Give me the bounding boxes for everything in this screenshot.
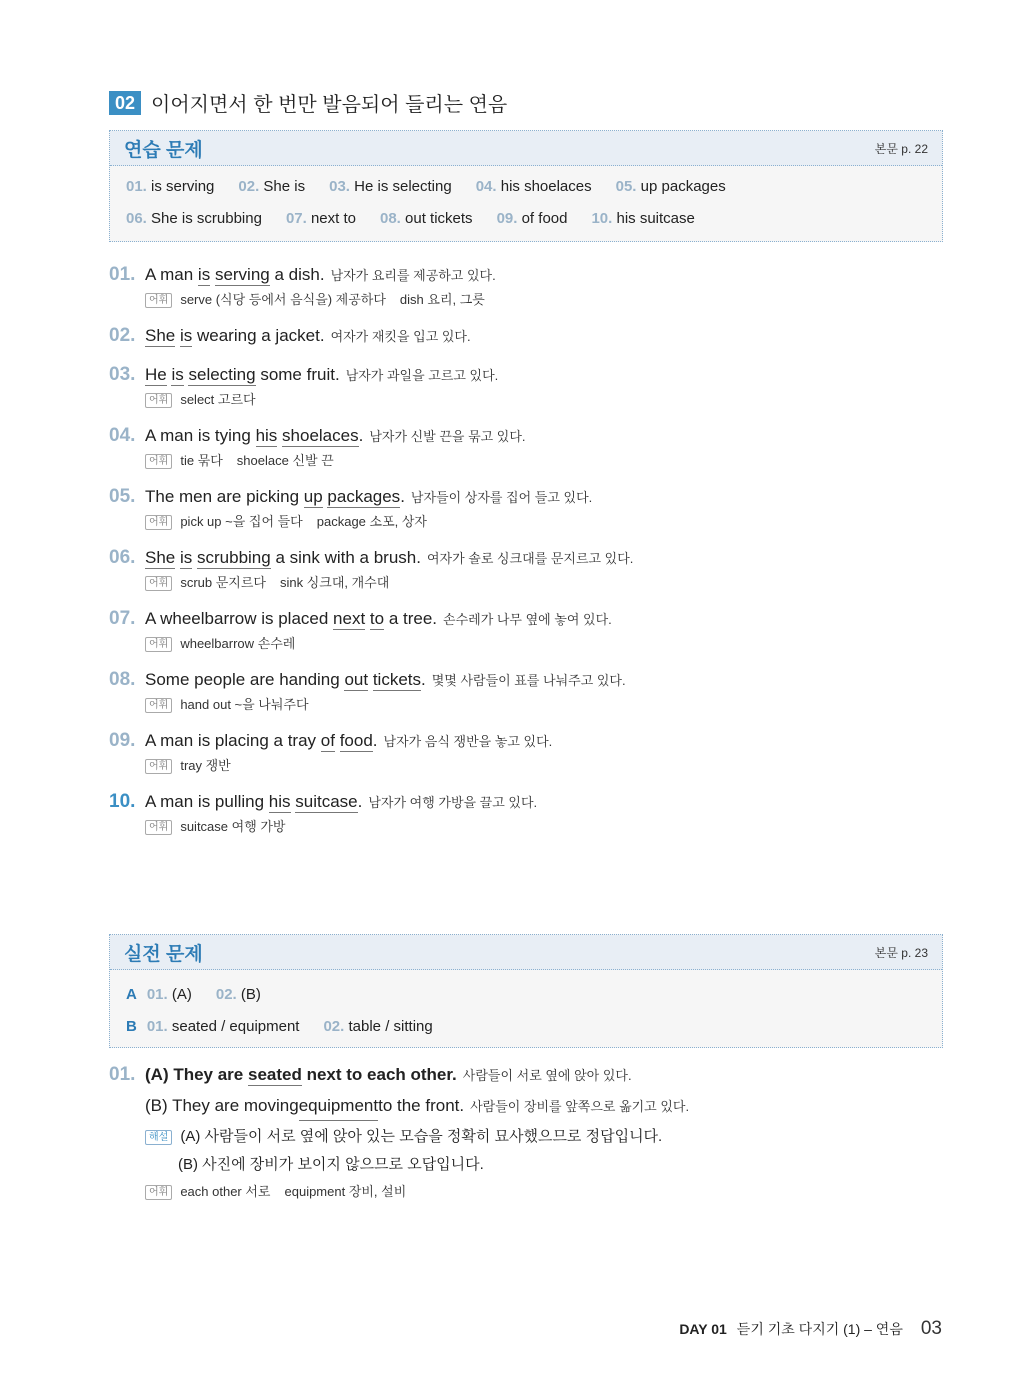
solution-block: [109, 1062, 943, 1203]
english-sentence: [145, 323, 325, 349]
korean-translation: 남자가 음식 쟁반을 놓고 있다.: [383, 734, 553, 749]
vocab-line: [145, 816, 943, 838]
answer-number: 04.: [475, 177, 497, 195]
sentence-line: [109, 606, 943, 633]
korean-translation: 남자가 신발 끈을 묶고 있다.: [369, 429, 526, 444]
underlined-word: next: [333, 609, 366, 628]
answer-entry: [216, 986, 261, 1003]
sentence-text: .: [400, 487, 405, 506]
sentence-text: a dish.: [269, 265, 325, 284]
vocab-entry: package 소포, 상자: [316, 514, 427, 529]
item-number: 10.: [109, 791, 136, 812]
sentence-text: .: [421, 670, 426, 689]
vocab-entry: serve (식당 등에서 음식을) 제공하다: [180, 292, 386, 307]
underlined-word: is: [197, 265, 211, 284]
underlined-word: is: [171, 365, 184, 384]
vocab-entry: tray 쟁반: [180, 758, 231, 773]
underlined-word: to: [369, 609, 385, 628]
practice-item: [109, 667, 943, 716]
english-sentence: [145, 362, 340, 388]
sentence-text: .: [372, 731, 378, 750]
answer-text: of food: [521, 209, 568, 227]
footer-title: 듣기 기초 다지기 (1) – 연음: [736, 1321, 903, 1337]
solution-vocab: [145, 1181, 943, 1203]
underlined-word: She: [145, 326, 176, 345]
item-number: 04.: [109, 425, 136, 446]
answer-text: out tickets: [405, 209, 473, 227]
vocab-tag: 어휘: [145, 637, 172, 652]
practice-page-ref: 본문 p. 22: [874, 141, 928, 156]
practice-item: [109, 262, 943, 311]
english-sentence: [145, 728, 378, 754]
answer-number: 10.: [591, 209, 613, 227]
sentence-line: [109, 362, 943, 389]
vocab-entry: equipment 장비, 설비: [284, 1184, 407, 1199]
choice-b-text-end: to the front.: [378, 1096, 465, 1115]
sentence-text: A man: [145, 265, 198, 284]
solution-choice-a: [109, 1062, 943, 1089]
underlined-word: She: [145, 548, 176, 567]
answer-entry: [329, 178, 452, 195]
practice-item: [109, 423, 943, 472]
item-number: 06.: [109, 547, 136, 568]
korean-translation: 남자들이 상자를 집어 들고 있다.: [410, 490, 593, 505]
vocab-tag: 어휘: [145, 820, 172, 835]
korean-translation: 여자가 솔로 싱크대를 문지르고 있다.: [426, 551, 634, 566]
underlined-word: shoelaces: [282, 426, 359, 445]
choice-b-text: (B) They are moving: [145, 1096, 299, 1115]
answer-entry: [126, 178, 214, 195]
answer-text: table / sitting: [348, 1017, 433, 1035]
answer-number: 01.: [146, 1017, 168, 1035]
vocab-entry: pick up ~을 집어 들다: [180, 514, 303, 529]
vocab-line: [145, 289, 943, 311]
sentence-text: A wheelbarrow is placed: [145, 609, 334, 628]
english-sentence: [145, 789, 362, 815]
vocab-entry: shoelace 신발 끈: [236, 453, 334, 468]
choice-b-translation: 사람들이 장비를 앞쪽으로 옮기고 있다.: [470, 1099, 690, 1114]
vocab-entry: dish 요리, 그릇: [399, 292, 485, 307]
english-sentence: [145, 545, 421, 571]
answer-entry: [147, 986, 192, 1003]
answer-entry: [238, 178, 305, 195]
korean-translation: 몇몇 사람들이 표를 나눠주고 있다.: [431, 673, 626, 688]
solution-number: 01.: [109, 1064, 136, 1085]
vocab-entry: tie 묶다: [180, 453, 223, 468]
answer-text: He is selecting: [354, 177, 452, 195]
sentence-text: [335, 731, 340, 750]
practice-header: [110, 131, 942, 166]
answer-letter: A: [126, 985, 137, 1003]
answer-entry: [476, 178, 592, 195]
explanation-line-2: [178, 1151, 943, 1179]
underlined-word: his: [255, 426, 278, 445]
sentence-line: [109, 545, 943, 572]
sentence-text: Some people are handing: [145, 670, 345, 689]
item-number: 08.: [109, 669, 136, 690]
section-number: 02: [109, 91, 141, 115]
choice-b-underlined: equipment: [299, 1093, 378, 1121]
vocab-tag: 어휘: [145, 454, 172, 469]
practice-item: [109, 728, 943, 777]
underlined-word: scrubbing: [197, 548, 271, 567]
korean-translation: 남자가 여행 가방을 끌고 있다.: [368, 795, 538, 810]
vocab-entry: select 고르다: [180, 392, 256, 407]
choice-a-translation: 사람들이 서로 옆에 앉아 있다.: [462, 1068, 632, 1083]
vocab-entry: sink 싱크대, 개수대: [279, 575, 390, 590]
practice-item: [109, 484, 943, 533]
sentence-text: wearing a jacket.: [192, 326, 325, 345]
underlined-word: serving: [214, 265, 270, 284]
practice-title: 연습 문제: [124, 139, 203, 161]
underlined-word: his: [268, 792, 291, 811]
sentence-text: The men are picking: [145, 487, 304, 506]
sentence-line: [109, 728, 943, 755]
answer-number: 08.: [380, 209, 401, 227]
vocab-line: [145, 694, 943, 716]
section-title: 이어지면서 한 번만 발음되어 들리는 연음: [151, 94, 508, 116]
underlined-word: selecting: [188, 365, 256, 384]
underlined-word: out: [344, 670, 369, 689]
underlined-word: He: [145, 365, 167, 384]
answer-entry: [147, 1018, 300, 1035]
underlined-word: of: [320, 731, 335, 750]
sentence-line: [109, 789, 943, 816]
answer-number: 01.: [126, 177, 147, 195]
answer-text: She is: [263, 177, 306, 195]
vocab-entry: hand out ~을 나눠주다: [180, 697, 309, 712]
answer-entry: [286, 210, 356, 227]
answer-text: is serving: [151, 177, 215, 195]
vocab-entry: wheelbarrow 손수레: [180, 636, 296, 651]
footer-day: DAY 01: [679, 1321, 727, 1337]
korean-translation: 남자가 과일을 고르고 있다.: [345, 368, 499, 383]
practice-answers-row-1: [110, 170, 942, 202]
answer-number: 01.: [146, 985, 168, 1003]
answer-number: 02.: [215, 985, 237, 1003]
answer-number: 03.: [329, 177, 350, 195]
sentence-line: [109, 262, 943, 289]
vocab-line: [145, 389, 943, 411]
answer-entry: [126, 210, 262, 227]
underlined-word: packages: [327, 487, 401, 506]
answer-entry: [616, 178, 726, 195]
item-number: 01.: [109, 264, 136, 285]
choice-a-underlined: seated: [247, 1065, 302, 1084]
sentence-line: [109, 484, 943, 511]
english-sentence: [145, 484, 405, 510]
vocab-tag: 어휘: [145, 759, 172, 774]
sentence-text: .: [357, 792, 363, 811]
underlined-word: up: [303, 487, 323, 506]
answer-entry: [380, 210, 473, 227]
actual-answers-row-a: [110, 978, 942, 1010]
answer-text: his shoelaces: [500, 177, 592, 195]
practice-answer-box: [109, 130, 943, 242]
item-number: 03.: [109, 364, 136, 385]
actual-title: 실전 문제: [124, 943, 203, 965]
english-sentence: [145, 262, 325, 288]
sentence-text: a tree.: [384, 609, 438, 628]
answer-entry: [323, 1018, 432, 1035]
vocab-line: [145, 633, 943, 655]
item-number: 05.: [109, 486, 136, 507]
explanation-text-2: (B) 사진에 장비가 보이지 않으므로 오답입니다.: [178, 1156, 484, 1173]
practice-answers-row-2: [110, 202, 942, 234]
korean-translation: 여자가 재킷을 입고 있다.: [330, 329, 471, 344]
practice-item: [109, 789, 943, 838]
answer-text: (A): [171, 985, 192, 1003]
vocab-tag: 어휘: [145, 393, 172, 408]
explanation-tag: 해설: [145, 1130, 172, 1145]
answer-number: 07.: [285, 209, 307, 227]
underlined-word: tickets: [372, 670, 421, 689]
vocab-tag: 어휘: [145, 515, 172, 530]
sentence-text: A man is tying: [145, 426, 256, 445]
vocab-tag: 어휘: [145, 293, 172, 308]
answer-text: his suitcase: [616, 209, 695, 227]
page-number: 03: [920, 1318, 942, 1339]
choice-a-text: (A) They are: [145, 1065, 248, 1084]
english-sentence: [145, 423, 363, 449]
sentence-text: A man is pulling: [145, 792, 269, 811]
actual-answer-box: [109, 934, 943, 1048]
explanation-line-1: [145, 1123, 943, 1151]
item-number: 09.: [109, 730, 136, 751]
vocab-line: [145, 450, 943, 472]
answer-text: (B): [240, 985, 261, 1003]
vocab-tag: 어휘: [145, 1185, 172, 1200]
vocab-line: [145, 511, 943, 533]
answer-text: next to: [310, 209, 356, 227]
practice-item: [109, 606, 943, 655]
answer-letter: B: [126, 1017, 137, 1035]
answer-number: 02.: [323, 1017, 345, 1035]
vocab-entry: scrub 문지르다: [180, 575, 266, 590]
answer-text: seated / equipment: [171, 1017, 300, 1035]
explanation-text-1: (A) 사람들이 서로 옆에 앉아 있는 모습을 정확히 묘사했으므로 정답입니다.: [180, 1128, 663, 1145]
answer-number: 09.: [496, 209, 518, 227]
underlined-word: is: [179, 548, 193, 567]
korean-translation: 손수레가 나무 옆에 놓여 있다.: [443, 612, 612, 627]
sentence-text: some fruit.: [255, 365, 340, 384]
korean-translation: 남자가 요리를 제공하고 있다.: [330, 268, 496, 283]
answer-number: 05.: [615, 177, 637, 195]
vocab-line: [145, 572, 943, 594]
sentence-line: [109, 423, 943, 450]
sentence-text: A man is placing a tray: [145, 731, 321, 750]
english-sentence: [145, 667, 426, 693]
answer-text: She is scrubbing: [151, 209, 262, 227]
sentence-line: [109, 323, 943, 350]
actual-page-ref: 본문 p. 23: [874, 945, 928, 960]
practice-item: [109, 545, 943, 594]
answer-number: 02.: [238, 177, 260, 195]
practice-items: [109, 262, 943, 850]
sentence-text: a sink with a brush.: [270, 548, 421, 567]
vocab-line: [145, 755, 943, 777]
practice-item: [109, 362, 943, 411]
actual-header: [110, 935, 942, 970]
english-sentence: [145, 606, 437, 632]
answer-text: up packages: [640, 177, 726, 195]
vocab-entry: each other 서로: [180, 1184, 271, 1199]
item-number: 02.: [109, 325, 136, 346]
actual-answers-row-b: [110, 1010, 942, 1042]
vocab-entry: suitcase 여행 가방: [180, 819, 286, 834]
practice-item: [109, 323, 943, 350]
sentence-line: [109, 667, 943, 694]
vocab-tag: 어휘: [145, 698, 172, 713]
sentence-text: .: [358, 426, 364, 445]
vocab-tag: 어휘: [145, 576, 172, 591]
underlined-word: suitcase: [295, 792, 358, 811]
item-number: 07.: [109, 608, 136, 629]
answer-entry: [591, 210, 694, 227]
page-footer: [679, 1318, 942, 1340]
answer-number: 06.: [126, 209, 147, 227]
underlined-word: is: [179, 326, 193, 345]
choice-a-text-end: next to each other.: [301, 1065, 457, 1084]
section-heading: [109, 88, 507, 117]
answer-entry: [497, 210, 568, 227]
underlined-word: food: [339, 731, 373, 750]
solution-choice-b: [145, 1093, 943, 1121]
